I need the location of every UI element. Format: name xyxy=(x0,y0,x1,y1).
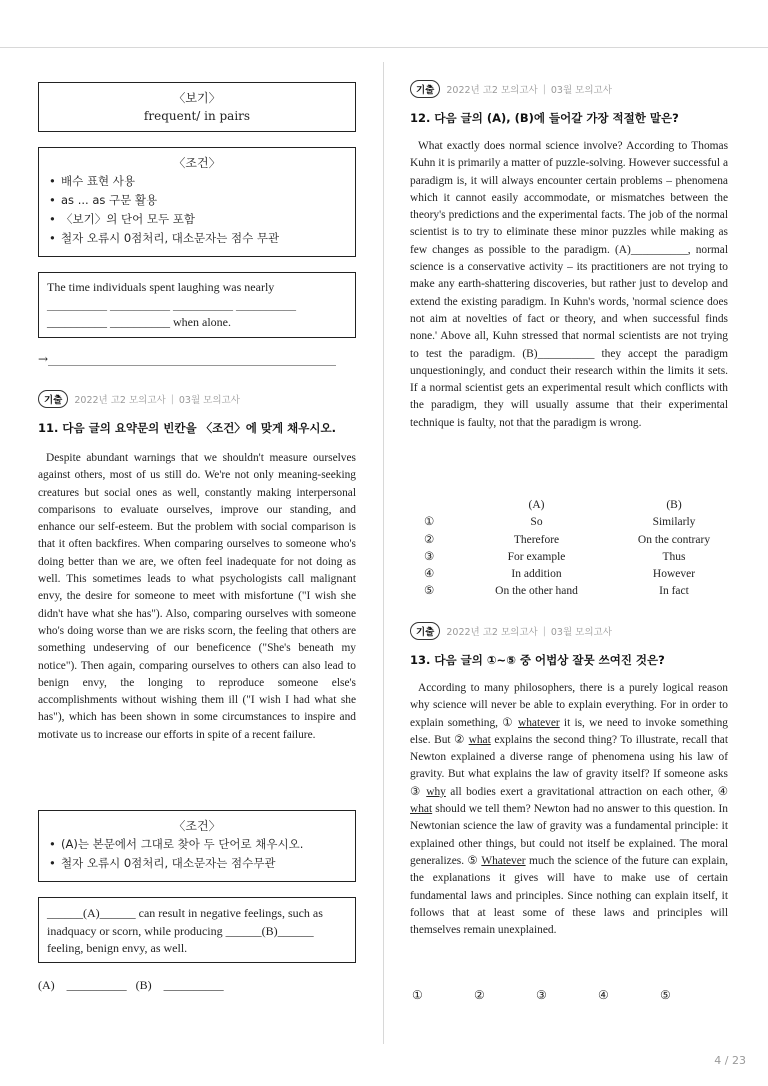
option-a: In addition xyxy=(511,568,562,581)
condition-item: • 철자 오류시 0점처리, 대소문자는 점수무관 xyxy=(47,854,347,873)
option-number: ③ xyxy=(424,550,435,563)
option-row[interactable] xyxy=(424,566,729,583)
exam-year: 2022년 고2 모의고사 xyxy=(446,627,538,638)
q12-options xyxy=(424,497,729,601)
condition-label: 〈조건〉 xyxy=(173,156,221,170)
option-number: ② xyxy=(424,533,435,546)
q11-condition-box xyxy=(38,810,356,882)
exam-month: 03월 모의고사 xyxy=(550,627,612,638)
answer-line: __________ __________ when alone. xyxy=(47,315,231,329)
bogi-box xyxy=(38,82,356,132)
exam-month: 03월 모의고사 xyxy=(178,395,240,406)
option-a: For example xyxy=(507,550,566,563)
exam-month: 03월 모의고사 xyxy=(550,85,612,96)
q11-title: 11. 다음 글의 요약문의 빈칸을 〈조건〉에 맞게 채우시오. xyxy=(38,421,336,435)
option-b: On the contrary xyxy=(637,533,711,546)
q12-passage: What exactly does normal science involve? According to Thomas Kuhn it is primarily a matter of puzzle-solving. However successful a paradigm is, it will always encounter certain problems – phenomena which it cannot easily accommodate, or mismatches between the theory's predictions and the experimental facts. The job of the normal scientist is to try to eliminate these minor puzzles while making as few changes as possible to the paradigm. (A)__________, normal science is a conservative activity – its practitioners are not trying to make any earth-shattering discoveries, but rather just to develop and extend the existing paradigm. In Kuhn's words, 'normal science does not aim at novelties of fact or theory, and when successful finds none.' Above all, Kuhn stressed that normal scientists are not trying to test the paradigm. (B)__________ they accept the paradigm unquestioningly, and conduct their research within the limits it sets. If a normal scientist gets an experimental result which conflicts with the paradigm, they will usually assume that their experimental technique is faulty, not that the paradigm is wrong. xyxy=(410,140,728,429)
bogi-label: 〈보기〉 xyxy=(173,91,221,105)
option-row[interactable] xyxy=(424,532,729,549)
q12-title: 12. 다음 글의 (A), (B)에 들어갈 가장 적절한 말은? xyxy=(410,111,679,125)
option-row[interactable] xyxy=(424,583,729,600)
answer-box xyxy=(38,272,356,338)
option-number: ④ xyxy=(424,568,435,581)
page-number: 4 / 23 xyxy=(714,1054,746,1067)
condition-item: • 〈보기〉의 단어 모두 포함 xyxy=(47,210,347,229)
exam-year: 2022년 고2 모의고사 xyxy=(446,85,538,96)
option-number: ⑤ xyxy=(424,585,435,598)
answer-blanks: __________ __________ __________ __________ xyxy=(47,297,296,312)
option-row[interactable] xyxy=(424,514,729,531)
choice-5[interactable]: ⑤ xyxy=(660,988,671,1002)
bogi-content: frequent/ in pairs xyxy=(143,109,251,123)
option-a: So xyxy=(530,516,543,529)
q11-passage: Despite abundant warnings that we shouldn't measure ourselves against others, most of us still do. We're not only meaning-seeking creatures but social ones as well, constantly making interpersonal comparisons to evaluate ourselves, improve our standing, and enhance our self-esteem. But the problem with social comparison is that it often backfires. When comparing ourselves to someone who's doing better than we are, we often feel inadequate for not doing as well. This sometimes leads to what psychologists call malignant envy, the desire for someone to meet with misfortune ("I wish she didn't have what she has"). Also, comparing ourselves with someone who's doing worse than we are risks scorn, the feeling that others are something undeserving of our beneficence ("She's beneath my notice"). Then again, comparing ourselves to others can also lead to benign envy, the longing to reproduce someone else's accomplishments without wishing them ill ("I wish I had what she has"), which has been shown in some circumstances to inspire and motivate us to increase our efforts in spite of a recent failure. xyxy=(38,452,356,741)
choice-2[interactable]: ② xyxy=(474,988,485,1002)
header-rule xyxy=(0,47,768,48)
option-number: ① xyxy=(424,516,435,529)
exam-badge: 기출 xyxy=(410,80,440,98)
header-b: (B) xyxy=(666,499,682,511)
summary-text: ______(A)______ can result in negative feelings, such as inadquacy or scorn, while producing ______(B)______ feeling, benign envy, as well. xyxy=(47,906,323,955)
condition-list xyxy=(47,172,347,248)
q11-source-tag: 기출 2022년 고2 모의고사 | 03월 모의고사 xyxy=(38,390,240,408)
option-b: Thus xyxy=(662,550,686,563)
condition-label: 〈조건〉 xyxy=(173,819,221,833)
q13-title: 13. 다음 글의 ①~⑤ 중 어법상 잘못 쓰여진 것은? xyxy=(410,653,665,667)
option-b: Similarly xyxy=(652,516,696,529)
q11-summary-box xyxy=(38,897,356,963)
q12-source-tag: 기출 2022년 고2 모의고사 | 03월 모의고사 xyxy=(410,80,612,98)
condition-item: • (A)는 본문에서 그대로 찾아 두 단어로 채우시오. xyxy=(47,835,347,854)
option-row[interactable] xyxy=(424,549,729,566)
condition-item: • 배수 표현 사용 xyxy=(47,172,347,191)
option-a: Therefore xyxy=(513,533,560,546)
condition-item: • 철자 오류시 0점처리, 대소문자는 점수 무관 xyxy=(47,229,347,248)
header-a: (A) xyxy=(528,499,545,511)
answer-arrow-line[interactable]: →________________________________________________ xyxy=(38,352,337,366)
choice-4[interactable]: ④ xyxy=(598,988,609,1002)
choice-3[interactable]: ③ xyxy=(536,988,547,1002)
answer-line: The time individuals spent laughing was nearly xyxy=(47,280,275,294)
option-a: On the other hand xyxy=(495,585,578,598)
column-divider xyxy=(383,62,384,1044)
q13-passage: According to many philosophers, there is a purely logical reason why science will never be able to explain everything. For in order to explain something, ① whatever it is, we need to invoke something else. But ② what explains the second thing? To illustrate, recall that Newton explained a diverse range of phenomena using his law of gravity. But what explains the law of gravity itself? If someone asks ③ why all bodies exert a gravitational attraction on each other, ④ what should we tell them? Newton had no answer to this question. In Newtonian science the law of gravity was a fundamental principle: it explained other things, but could not itself be explained. The moral generalizes. ⑤ Whatever much the science of the future can explain, the explanations it gives will have to make use of certain fundamental laws and principles. Since nothing can explain itself, it follows that at least some of these laws and principles will themselves remain unexplained. xyxy=(410,682,728,937)
option-b: However xyxy=(652,568,696,581)
options-header xyxy=(424,497,729,514)
exam-badge: 기출 xyxy=(410,622,440,640)
q13-choices xyxy=(412,988,722,1002)
condition-list xyxy=(47,835,347,873)
choice-1[interactable]: ① xyxy=(412,988,423,1002)
condition-item: • as ... as 구문 활용 xyxy=(47,191,347,210)
exam-year: 2022년 고2 모의고사 xyxy=(74,395,166,406)
condition-box xyxy=(38,147,356,257)
q13-source-tag: 기출 2022년 고2 모의고사 | 03월 모의고사 xyxy=(410,622,612,640)
q11-answer-line[interactable]: (A) __________ (B) __________ xyxy=(38,978,224,992)
option-b: In fact xyxy=(659,585,689,598)
exam-badge: 기출 xyxy=(38,390,68,408)
